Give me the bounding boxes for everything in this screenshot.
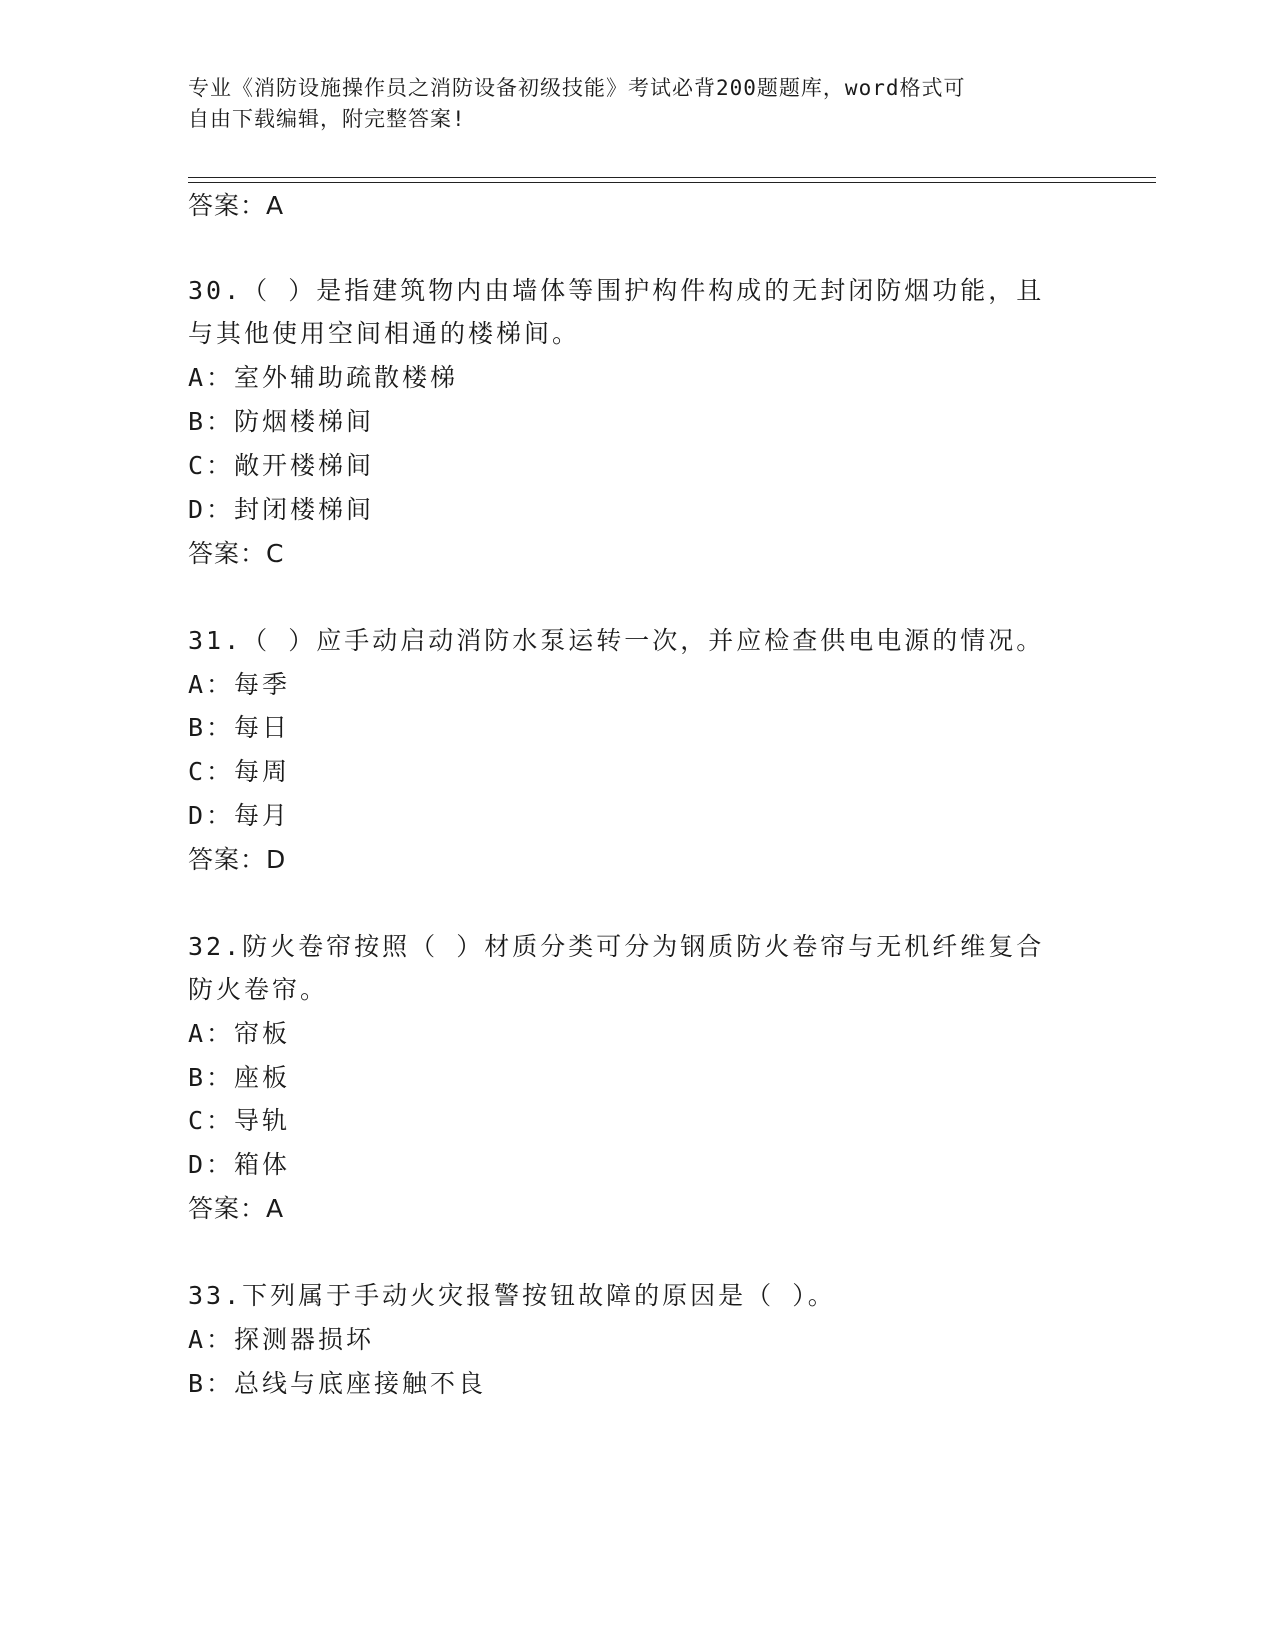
- document-header: [188, 73, 1088, 135]
- question-32-option-b: B：座板: [188, 1063, 291, 1092]
- question-30-option-a: A：室外辅助疏散楼梯: [188, 363, 459, 392]
- question-32-option-c: C：导轨: [188, 1106, 291, 1135]
- question-32-option-a: A：帘板: [188, 1019, 291, 1048]
- question-30-option-d: D：封闭楼梯间: [188, 495, 375, 524]
- question-32-option-d: D：箱体: [188, 1150, 291, 1179]
- header-line-1: 专业《消防设施操作员之消防设备初级技能》考试必背200题题库，word格式可: [188, 76, 966, 100]
- header-line-2: 自由下载编辑，附完整答案!: [188, 107, 466, 131]
- question-32-stem-cont: 防火卷帘。: [188, 975, 329, 1004]
- question-30-answer: 答案：C: [188, 539, 285, 568]
- question-31-option-b: B：每日: [188, 713, 291, 742]
- question-31-option-d: D：每月: [188, 801, 291, 830]
- question-31-answer: 答案：D: [188, 845, 287, 874]
- question-33-stem: 33.下列属于手动火灾报警按钮故障的原因是（ ）。: [188, 1281, 836, 1310]
- question-33-option-a: A：探测器损坏: [188, 1325, 375, 1354]
- question-32-answer: 答案：A: [188, 1194, 285, 1223]
- question-31-stem: 31.（ ）应手动启动消防水泵运转一次，并应检查供电电源的情况。: [188, 626, 1045, 655]
- question-33-option-b: B：总线与底座接触不良: [188, 1369, 487, 1398]
- header-rule-top: [188, 177, 1156, 178]
- question-32-stem: 32.防火卷帘按照（ ）材质分类可分为钢质防火卷帘与无机纤维复合: [188, 932, 1045, 961]
- question-30-option-b: B：防烟楼梯间: [188, 407, 375, 436]
- question-31-option-a: A：每季: [188, 670, 291, 699]
- question-31-option-c: C：每周: [188, 757, 291, 786]
- question-30-stem-cont: 与其他使用空间相通的楼梯间。: [188, 319, 581, 348]
- question-30-stem: 30.（ ）是指建筑物内由墙体等围护构件构成的无封闭防烟功能，且: [188, 276, 1045, 305]
- header-rule-bottom: [188, 182, 1156, 183]
- answer-line: 答案：A: [188, 191, 285, 220]
- question-30-option-c: C：敞开楼梯间: [188, 451, 375, 480]
